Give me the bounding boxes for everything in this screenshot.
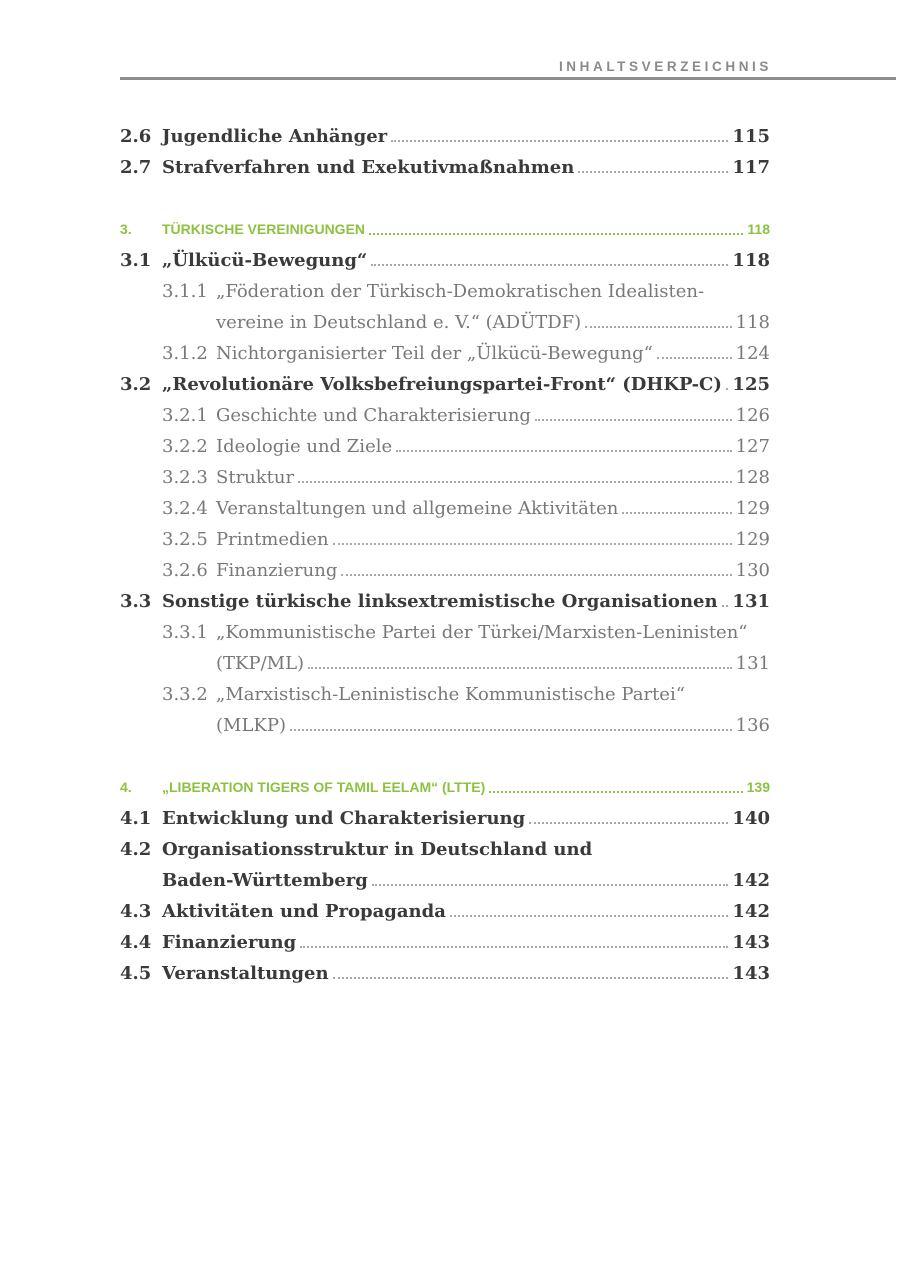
- toc-entry-title: Struktur: [216, 467, 295, 488]
- dot-leader: [290, 728, 732, 731]
- toc-entry-number: 3.2.2: [162, 436, 208, 457]
- toc-entry-title: „Marxistisch-Leninistische Kommunistische Partei“: [216, 684, 685, 705]
- toc-page-number: 125: [732, 374, 770, 395]
- toc-entry-number: 2.7: [120, 157, 152, 178]
- running-header: INHALTSVERZEICHNIS: [558, 59, 772, 74]
- toc-entry-number: 4.3: [120, 901, 152, 922]
- toc-page-number: 117: [732, 157, 770, 178]
- toc-page-number: 129: [735, 498, 770, 519]
- dot-leader: [333, 542, 732, 545]
- toc-entry-number: 3.1.1: [162, 281, 208, 302]
- header-rule: [120, 77, 896, 80]
- toc-chapter-heading[interactable]: [120, 214, 770, 245]
- toc-page-number: 128: [735, 467, 770, 488]
- toc-entry-number: 3.2.3: [162, 467, 208, 488]
- toc-chapter-heading[interactable]: [120, 772, 770, 803]
- dot-leader: [622, 511, 731, 514]
- dot-leader: [578, 170, 728, 173]
- toc-entry-title: „LIBERATION TIGERS OF TAMIL EELAM“ (LTTE): [162, 779, 486, 795]
- toc-entry-number: 3.: [120, 221, 132, 237]
- toc-page-number: 143: [732, 932, 770, 953]
- toc-entry[interactable]: [120, 307, 770, 338]
- toc-entry-title: Jugendliche Anhänger: [162, 126, 388, 147]
- toc-page-number: 130: [735, 560, 770, 581]
- toc-entry-title: Sonstige türkische linksextremistische Organisationen: [162, 591, 718, 612]
- toc-entry[interactable]: [120, 369, 770, 400]
- toc-entry-title: Veranstaltungen: [162, 963, 329, 984]
- dot-leader: [333, 976, 729, 979]
- toc-page-number: 140: [732, 808, 770, 829]
- toc-entry-title: Aktivitäten und Propaganda: [162, 901, 446, 922]
- toc-entry[interactable]: [120, 834, 770, 865]
- toc-entry-number: 3.2.6: [162, 560, 208, 581]
- toc-entry[interactable]: [120, 648, 770, 679]
- toc-page-number: 131: [732, 591, 770, 612]
- toc-entry-title: Finanzierung: [216, 560, 338, 581]
- toc-entry[interactable]: [120, 679, 770, 710]
- toc-entry[interactable]: [120, 958, 770, 989]
- toc-page-number: 115: [732, 126, 770, 147]
- dot-leader: [450, 914, 729, 917]
- toc-page-number: 131: [735, 653, 770, 674]
- dot-leader: [657, 356, 732, 359]
- dot-leader: [300, 945, 728, 948]
- toc-entry-title: „Ülkücü-Bewegung“: [162, 250, 368, 271]
- toc-entry[interactable]: [120, 431, 770, 462]
- dot-leader: [529, 821, 728, 824]
- toc-entry-number: 4.2: [120, 839, 152, 860]
- toc-entry-number: 3.2.1: [162, 405, 208, 426]
- dot-leader: [372, 883, 729, 886]
- toc-entry[interactable]: [120, 586, 770, 617]
- toc-entry-title: (TKP/ML): [216, 653, 305, 674]
- toc-entry[interactable]: [120, 896, 770, 927]
- toc-page-number: 139: [746, 779, 770, 795]
- toc-spacer: [120, 741, 770, 772]
- toc-entry[interactable]: [120, 400, 770, 431]
- toc-entry[interactable]: [120, 524, 770, 555]
- dot-leader: [726, 387, 729, 390]
- dot-leader: [585, 325, 731, 328]
- dot-leader: [391, 139, 728, 142]
- dot-leader: [489, 790, 742, 793]
- toc-entry-title: vereine in Deutschland e. V.“ (ADÜTDF): [216, 312, 582, 333]
- toc-entry[interactable]: [120, 338, 770, 369]
- toc-page-number: 129: [735, 529, 770, 550]
- toc-entry-title: Veranstaltungen und allgemeine Aktivitäten: [216, 498, 619, 519]
- dot-leader: [369, 232, 743, 235]
- toc-entry-title: TÜRKISCHE VEREINIGUNGEN: [162, 221, 366, 237]
- toc-entry-number: 4.: [120, 779, 132, 795]
- toc-entry-number: 4.4: [120, 932, 152, 953]
- toc-entry-number: 3.2: [120, 374, 152, 395]
- toc-entry[interactable]: [120, 121, 770, 152]
- toc-entry[interactable]: [120, 803, 770, 834]
- toc-entry-title: Strafverfahren und Exekutivmaßnahmen: [162, 157, 575, 178]
- toc-entry-title: Baden-Württemberg: [162, 870, 368, 891]
- toc-entry-title: Printmedien: [216, 529, 329, 550]
- dot-leader: [341, 573, 731, 576]
- toc-entry[interactable]: [120, 617, 770, 648]
- toc-entry-number: 3.2.5: [162, 529, 208, 550]
- toc-entry-number: 3.3: [120, 591, 152, 612]
- toc-spacer: [120, 183, 770, 214]
- dot-leader: [308, 666, 732, 669]
- toc-entry-title: (MLKP): [216, 715, 286, 736]
- toc-entry-title: „Kommunistische Partei der Türkei/Marxisten-Leninisten“: [216, 622, 748, 643]
- toc-entry-number: 3.1.2: [162, 343, 208, 364]
- table-of-contents: [120, 121, 770, 989]
- toc-page-number: 142: [732, 901, 770, 922]
- toc-entry-number: 3.3.2: [162, 684, 208, 705]
- toc-entry-number: 2.6: [120, 126, 152, 147]
- toc-entry-title: „Revolutionäre Volksbefreiungspartei-Front“ (DHKP-C): [162, 374, 722, 395]
- toc-entry-number: 3.1: [120, 250, 152, 271]
- toc-page-number: 126: [735, 405, 770, 426]
- toc-entry[interactable]: [120, 462, 770, 493]
- toc-page-number: 136: [735, 715, 770, 736]
- toc-entry[interactable]: [120, 710, 770, 741]
- dot-leader: [722, 604, 729, 607]
- toc-page-number: 118: [735, 312, 770, 333]
- dot-leader: [535, 418, 732, 421]
- toc-page-number: 124: [735, 343, 770, 364]
- toc-entry-title: Entwicklung und Charakterisierung: [162, 808, 526, 829]
- toc-page-number: 118: [747, 221, 770, 237]
- toc-entry-title: Ideologie und Ziele: [216, 436, 393, 457]
- dot-leader: [298, 480, 732, 483]
- toc-entry-number: 4.1: [120, 808, 152, 829]
- toc-entry[interactable]: [120, 555, 770, 586]
- toc-page-number: 118: [732, 250, 770, 271]
- toc-entry-number: 3.2.4: [162, 498, 208, 519]
- toc-entry-title: Nichtorganisierter Teil der „Ülkücü-Bewegung“: [216, 343, 653, 364]
- toc-entry[interactable]: [120, 276, 770, 307]
- toc-page-number: 142: [732, 870, 770, 891]
- toc-entry[interactable]: [120, 865, 770, 896]
- toc-entry[interactable]: [120, 493, 770, 524]
- toc-entry[interactable]: [120, 927, 770, 958]
- toc-page-number: 127: [735, 436, 770, 457]
- toc-entry[interactable]: [120, 245, 770, 276]
- dot-leader: [396, 449, 732, 452]
- toc-entry-number: 4.5: [120, 963, 152, 984]
- toc-entry-title: Finanzierung: [162, 932, 297, 953]
- dot-leader: [371, 263, 728, 266]
- toc-entry-title: Geschichte und Charakterisierung: [216, 405, 531, 426]
- toc-entry-number: 3.3.1: [162, 622, 208, 643]
- toc-page-number: 143: [732, 963, 770, 984]
- toc-entry[interactable]: [120, 152, 770, 183]
- toc-entry-title: Organisationsstruktur in Deutschland und: [162, 839, 593, 860]
- toc-entry-title: „Föderation der Türkisch-Demokratischen Idealisten-: [216, 281, 705, 302]
